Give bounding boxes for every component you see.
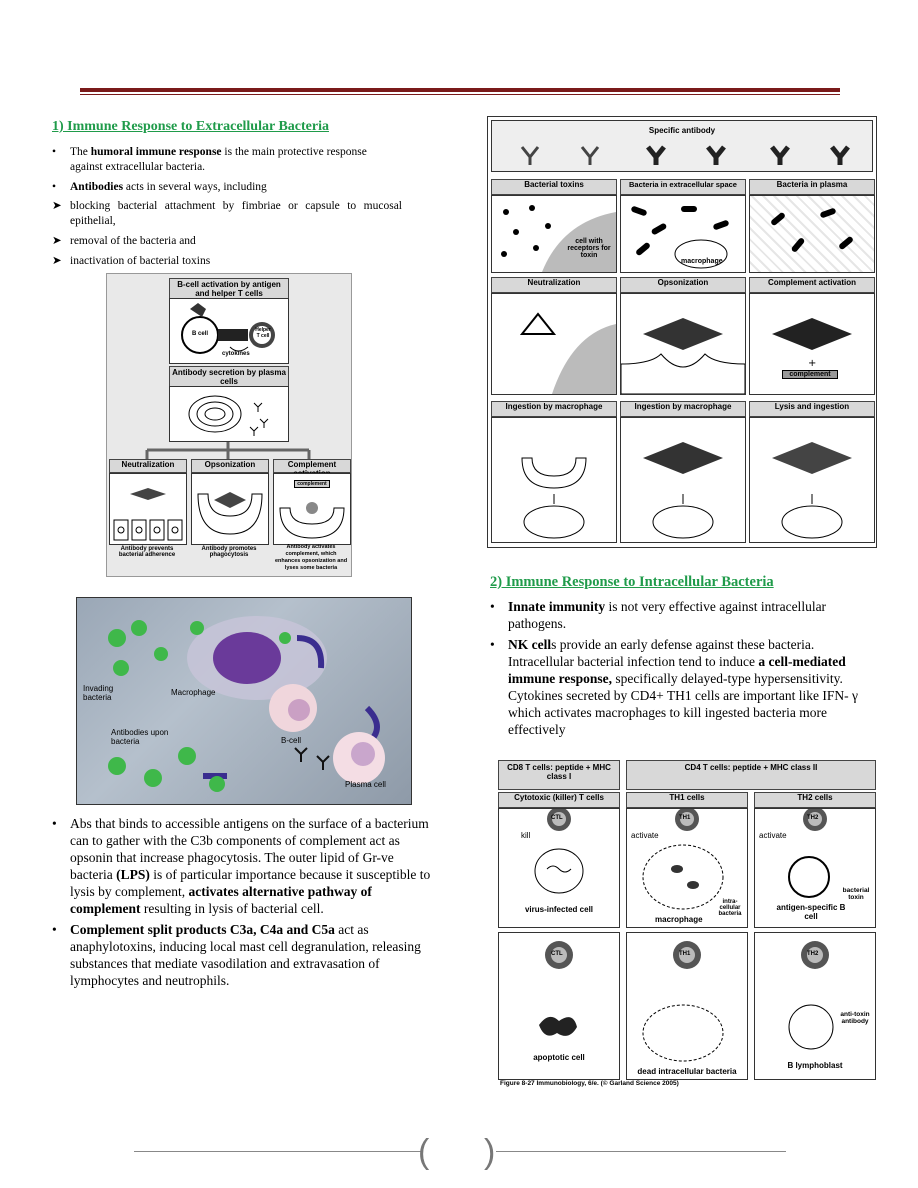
- list-item: • Complement split products C3a, C4a and C5a act as anaphylotoxins, inducing local mast cell degranulation, releasing substances that mediate vasodilation and extravasation of lymphocytes and neutrophils.: [52, 922, 421, 988]
- complement-label: complement: [294, 480, 330, 488]
- toxin-label: bacterial toxin: [842, 887, 870, 901]
- list-item: • Antibodies acts in several ways, including: [52, 181, 267, 193]
- antitoxin-label: anti-toxin antibody: [840, 1011, 870, 1025]
- col-complement: Complement: [273, 459, 351, 473]
- hdr-cd4: CD4 T cells: peptide + MHC class II: [626, 760, 876, 790]
- cytokines-label: cytokines: [222, 351, 250, 357]
- ingest2-panel: [620, 417, 746, 543]
- caption-neutral: Antibody prevents bacterial adherence: [118, 546, 176, 558]
- neutral-right-diagram: [492, 294, 616, 394]
- figure-tcell: [498, 760, 876, 1092]
- col-th1: TH1 cells: [626, 792, 748, 808]
- neutral-diagram: [110, 474, 186, 544]
- ctl-bottom-panel: [498, 932, 620, 1080]
- macrophage-label-t: macrophage: [655, 915, 703, 924]
- footer-left-brace-icon: (: [418, 1133, 430, 1171]
- antibody-icons: [492, 121, 872, 171]
- ingest1-panel: [491, 417, 617, 543]
- activate-label-1: activate: [631, 831, 659, 840]
- ctl-top-panel: [498, 808, 620, 928]
- footer-rule-left: [134, 1151, 422, 1152]
- footer-rule-right: [496, 1151, 786, 1152]
- col-th2: TH2 cells: [754, 792, 876, 808]
- plasma-bacteria-panel: [749, 195, 875, 273]
- arrow-bullet-icon: ➤: [52, 200, 62, 212]
- caption-opson: Antibody promotes phagocytosis: [201, 546, 257, 558]
- list-item: • Abs that binds to accessible antigens on the surface of a bacterium can to gather with the C3b components of complement act as opsonin that increase phagocytosis. The outer lipid of Gr-ve bacteria (LPS) is of particular importance because it susceptible to lysis by complement, activates alternative pathway of complement resulting in lysis of bacterial cell.: [52, 816, 431, 916]
- fig-header: B-cell activation by antigen and helper T cells: [169, 278, 289, 299]
- neutral-panel: [109, 473, 187, 545]
- toxins-panel: [491, 195, 617, 273]
- antigen-b-label: antigen-specific B cell: [776, 903, 846, 921]
- list-item: ➤ blocking bacterial attachment by fimbriae or capsule to mucosal epithelial,: [52, 200, 402, 227]
- th1-label: TH1: [679, 815, 691, 821]
- col-ctl: Cytotoxic (killer) T cells: [498, 792, 620, 808]
- extracellular-panel: [620, 195, 746, 273]
- complement-panel: [273, 473, 351, 545]
- footer-right-brace-icon: ): [484, 1133, 496, 1171]
- arrow-bullet-icon: ➤: [52, 255, 62, 267]
- th1-label-2: TH1: [679, 951, 691, 957]
- svg-text:+: +: [808, 358, 817, 369]
- caption-complement: Antibody activates complement, which enhances opsonization and lyses some bacteria: [274, 544, 348, 571]
- row1-col1: Bacterial toxins: [491, 179, 617, 195]
- list-item: ➤ inactivation of bacterial toxins: [52, 255, 211, 267]
- row3-col3: Lysis and ingestion: [749, 401, 875, 417]
- section2-title: 2) Immune Response to Intracellular Bacteria: [490, 574, 774, 590]
- row2-col2: Opsonization: [620, 277, 746, 293]
- figure-caption: Figure 8-27 Immunobiology, 6/e. (© Garland Science 2005): [500, 1080, 679, 1087]
- lysis-panel: [749, 417, 875, 543]
- header-rule-thin: [80, 94, 840, 95]
- virus-label: virus-infected cell: [524, 905, 594, 914]
- col-opsonization: Opsonization: [191, 459, 269, 473]
- section1-body: [52, 145, 402, 269]
- list-item: • The humoral immune response is the main protective response against extracellular bacteria.: [52, 146, 367, 173]
- ingest1-diagram: [492, 418, 616, 542]
- label-antibodies: Antibodies upon bacteria: [111, 728, 169, 746]
- opson-panel-right: [620, 293, 746, 395]
- abs-paragraph: [52, 815, 434, 989]
- row3-col2: Ingestion by macrophage: [620, 401, 746, 417]
- plasma-panel: [169, 386, 289, 442]
- th2-top-panel: [754, 808, 876, 928]
- complement-panel-right: [749, 293, 875, 395]
- bcell-label: B cell: [192, 331, 209, 337]
- neutral-panel-right: [491, 293, 617, 395]
- row2-col1: Neutralization: [491, 277, 617, 293]
- toxins-diagram: [492, 196, 616, 272]
- hdr-cd8: CD8 T cells: peptide + MHC class I: [498, 760, 620, 790]
- dead-label: dead intracellular bacteria: [637, 1067, 737, 1076]
- ctl-label-2: CTL: [551, 951, 563, 957]
- th1-top-panel: [626, 808, 748, 928]
- intra-label: intra-cellular bacteria: [718, 899, 742, 917]
- col-neutralization: Neutralization: [109, 459, 187, 473]
- label-bcell: B-cell: [281, 736, 302, 745]
- plasma-cell-diagram: [170, 387, 288, 441]
- specific-antibody-panel: [491, 120, 873, 172]
- activate-label-2: activate: [759, 831, 787, 840]
- opson-panel: [191, 473, 269, 545]
- lysis-diagram: [750, 418, 874, 542]
- bcell-panel: [169, 298, 289, 364]
- list-item: ➤ removal of the bacteria and: [52, 235, 196, 247]
- arrow-bullet-icon: ➤: [52, 235, 62, 247]
- th1-bottom-panel: [626, 932, 748, 1080]
- opson-right-diagram: [621, 294, 745, 394]
- secretion-header: Antibody secretion by plasma cells: [169, 366, 289, 387]
- apoptotic-label: apoptotic cell: [533, 1053, 585, 1062]
- figure-antibody-functions: [487, 116, 877, 548]
- opson-diagram: [192, 474, 268, 544]
- kill-label: kill: [521, 831, 531, 840]
- figure-bcell-activation: [106, 273, 352, 577]
- helper-label: Helper T cell: [255, 327, 271, 339]
- ingest2-diagram: [621, 418, 745, 542]
- th2-label: TH2: [807, 815, 819, 821]
- macrophage-label: macrophage: [681, 258, 723, 265]
- row3-col1: Ingestion by macrophage: [491, 401, 617, 417]
- label-invading: Invading bacteria: [83, 684, 114, 702]
- receptor-label: cell with receptors for toxin: [567, 238, 611, 259]
- header-rule: [80, 88, 840, 92]
- row1-col3: Bacteria in plasma: [749, 179, 875, 195]
- plasma-bacteria-diagram: [750, 196, 874, 272]
- section2-body: [490, 598, 872, 738]
- list-item: • NK cells provide an early defense against these bacteria. Intracellular bacterial infection tend to induce a cell-mediated immune response, specifically delayed-type hypersensitivity. Cytokines secreted by CD4+ TH1 cells are important like IFN- γ which activates macrophages to kill ingested bacteria more effectively: [490, 637, 859, 737]
- specific-antibody-title: Specific antibody: [648, 126, 716, 135]
- th2-bottom-panel: [754, 932, 876, 1080]
- ctl-label: CTL: [551, 815, 563, 821]
- list-item: • Innate immunity is not very effective against intracellular pathogens.: [490, 599, 827, 631]
- blympho-label: B lymphoblast: [787, 1061, 843, 1070]
- complement-right-diagram: [750, 294, 874, 394]
- label-plasma: Plasma cell: [345, 780, 386, 789]
- row1-col2: Bacteria in extracellular space: [620, 179, 746, 195]
- section1-title: 1) Immune Response to Extracellular Bacteria: [52, 119, 329, 134]
- th2-label-2: TH2: [807, 951, 819, 957]
- figure-bacteria-photo: [76, 597, 412, 805]
- label-macrophage: Macrophage: [171, 688, 216, 697]
- row2-col3: Complement activation: [749, 277, 875, 293]
- complement-box-label: complement: [782, 370, 838, 379]
